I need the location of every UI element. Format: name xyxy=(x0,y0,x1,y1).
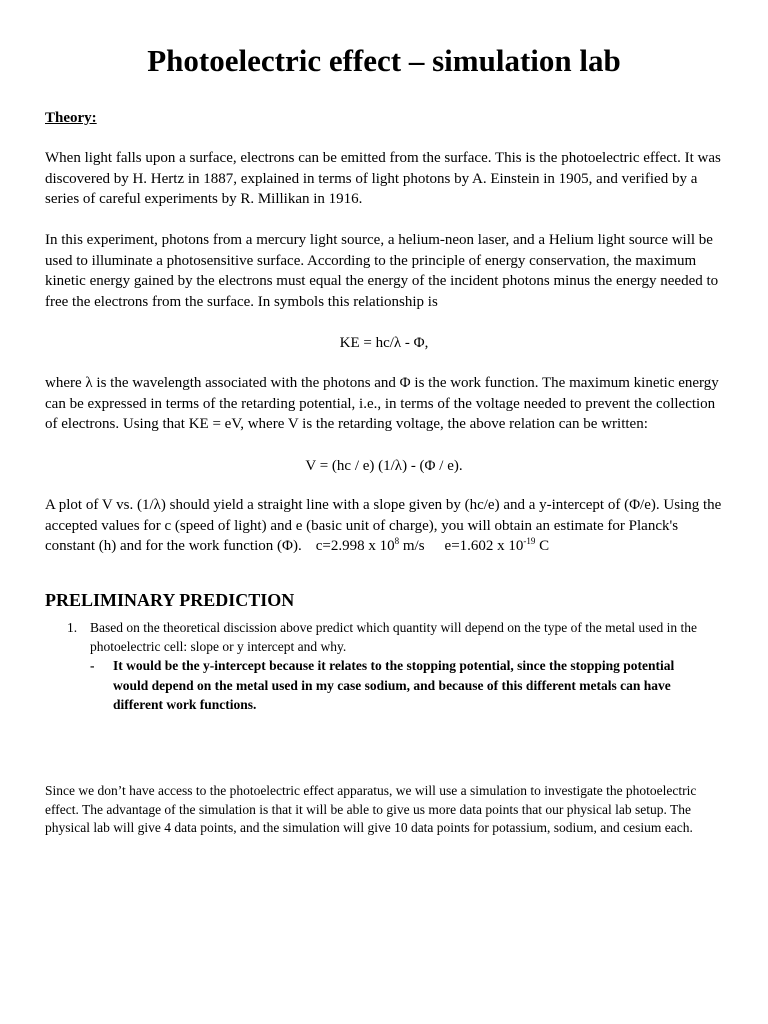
speed-of-light-value: c=2.998 x $10^8$ m/s xyxy=(315,536,425,554)
voltage-equation: V = (hc / e) (1/λ) - (Φ / e). xyxy=(305,458,463,474)
kinetic-energy-equation: KE = hc/λ - Φ, xyxy=(339,335,429,351)
theory-paragraph-plot xyxy=(45,495,725,557)
theory-heading: Theory: xyxy=(45,110,97,126)
plot-paragraph-text: A plot of V vs. (1/λ) should yield a straight line with a slope given by (hc/e) and a y-intercept of (Φ/e). Using the accepted values for c (speed of light) and e (basic unit of charge), you will obtain an estimate for Planck's constant (h) and for the work function (Φ). xyxy=(45,497,722,554)
electron-charge-value: e=1.602 x $10^{-19}$ C xyxy=(444,536,550,554)
question-number: 1. xyxy=(67,620,78,635)
preliminary-prediction-heading: PRELIMINARY PREDICTION xyxy=(45,590,295,610)
simulation-paragraph: Since we don’t have access to the photoelectric effect apparatus, we will use a simulation to investigate the photoelectric effect. The advantage of the simulation is that it will be able to give us more data points that our physical lab setup. The physical lab will give 4 data points, and the simulation will give 10 data points for potassium, sodium, and cesium each. xyxy=(45,783,697,835)
page-title: Photoelectric effect – simulation lab xyxy=(147,43,621,78)
question-text: Based on the theoretical discission above predict which quantity will depend on the type of the metal used in the photoelectric cell: slope or y intercept and why. xyxy=(90,620,697,654)
answer-text: It would be the y-intercept because it relates to the stopping potential, since the stopping potential would depend on the metal used in my case sodium, and because of this different metals can have different work functions. xyxy=(113,658,675,712)
theory-paragraph-history: When light falls upon a surface, electrons can be emitted from the surface. This is the photoelectric effect. It was discovered by H. Hertz in 1887, explained in terms of light photons by A. Einstein in 1905, and verified by a series of careful experiments by R. Millikan in 1916. xyxy=(45,150,721,207)
answer-bullet: - xyxy=(90,658,95,673)
theory-paragraph-experiment: In this experiment, photons from a mercury light source, a helium-neon laser, and a Helium light source will be used to illuminate a photosensitive surface. According to the principle of energy conservation, the maximum kinetic energy gained by the electrons must equal the energy of the incident photons minus the energy needed to free the electrons from the surface. In symbols this relationship is xyxy=(45,232,719,310)
theory-paragraph-retarding-potential: where λ is the wavelength associated with the photons and Φ is the work function. The maximum kinetic energy can be expressed in terms of the retarding potential, i.e., in terms of the voltage needed to prevent the collection of electrons. Using that KE = eV, where V is the retarding voltage, the above relation can be written: xyxy=(45,375,719,432)
